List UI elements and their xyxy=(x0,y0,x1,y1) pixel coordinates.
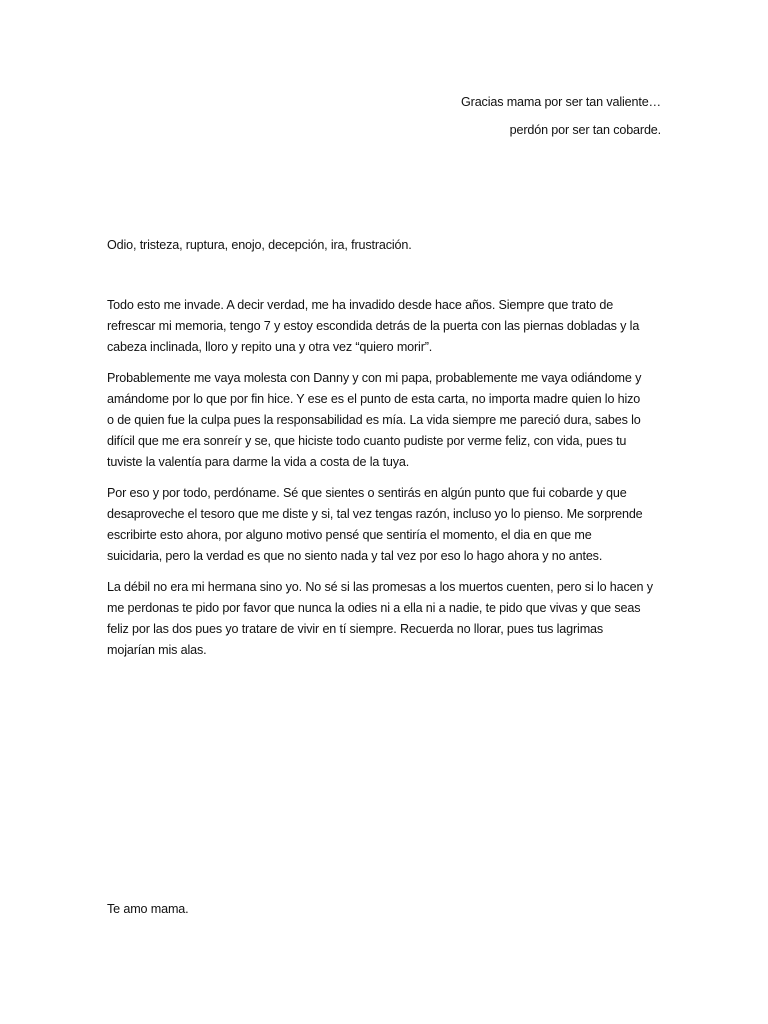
closing-line: Te amo mama. xyxy=(107,902,189,916)
paragraph-1-line: Todo esto me invade. A decir verdad, me ha invadido desde hace años. Siempre que trato de xyxy=(107,298,614,312)
paragraph-1 xyxy=(107,295,667,358)
paragraph-3-line: escribirte esto ahora, por alguno motivo pensé que sentiría el momento, el dia en que me xyxy=(107,528,592,542)
paragraph-2 xyxy=(107,368,667,473)
paragraph-1-line: cabeza inclinada, lloro y repito una y otra vez “quiero morir”. xyxy=(107,340,433,354)
paragraph-3-line: desaproveche el tesoro que me diste y si, tal vez tengas razón, incluso yo lo pienso. Me sorprende xyxy=(107,507,643,521)
paragraph-2-line: amándome por lo que por fin hice. Y ese es el punto de esta carta, no importa madre quien lo hizo xyxy=(107,392,641,406)
paragraph-4-line: feliz por las dos pues yo tratare de vivir en tí siempre. Recuerda no llorar, pues tus lagrimas xyxy=(107,622,604,636)
paragraph-2-line: Probablemente me vaya molesta con Danny y con mi papa, probablemente me vaya odiándome y xyxy=(107,371,642,385)
lead-line: Odio, tristeza, ruptura, enojo, decepción, ira, frustración. xyxy=(107,238,412,252)
paragraph-2-line: difícil que me era sonreír y se, que hiciste todo cuanto pudiste por verme feliz, con vida, pues tu xyxy=(107,434,627,448)
epigraph-line-2: perdón por ser tan cobarde. xyxy=(509,123,661,137)
paragraph-3 xyxy=(107,483,667,567)
paragraph-4-line: me perdonas te pido por favor que nunca la odies ni a ella ni a nadie, te pido que vivas y que seas xyxy=(107,601,641,615)
paragraph-4 xyxy=(107,577,667,661)
paragraph-1-line: refrescar mi memoria, tengo 7 y estoy escondida detrás de la puerta con las piernas dobladas y la xyxy=(107,319,640,333)
letter-body xyxy=(107,295,667,671)
epigraph-line-1: Gracias mama por ser tan valiente… xyxy=(461,95,661,109)
paragraph-2-line: o de quien fue la culpa pues la responsabilidad es mía. La vida siempre me pareció dura, sabes lo xyxy=(107,413,641,427)
paragraph-3-line: suicidaria, pero la verdad es que no siento nada y tal vez por eso lo hago ahora y no antes. xyxy=(107,549,603,563)
paragraph-2-line: tuviste la valentía para darme la vida a costa de la tuya. xyxy=(107,455,410,469)
paragraph-4-line: La débil no era mi hermana sino yo. No sé si las promesas a los muertos cuenten, pero si lo hacen y xyxy=(107,580,653,594)
paragraph-3-line: Por eso y por todo, perdóname. Sé que sientes o sentirás en algún punto que fui cobarde y que xyxy=(107,486,627,500)
paragraph-4-line: mojarían mis alas. xyxy=(107,643,207,657)
